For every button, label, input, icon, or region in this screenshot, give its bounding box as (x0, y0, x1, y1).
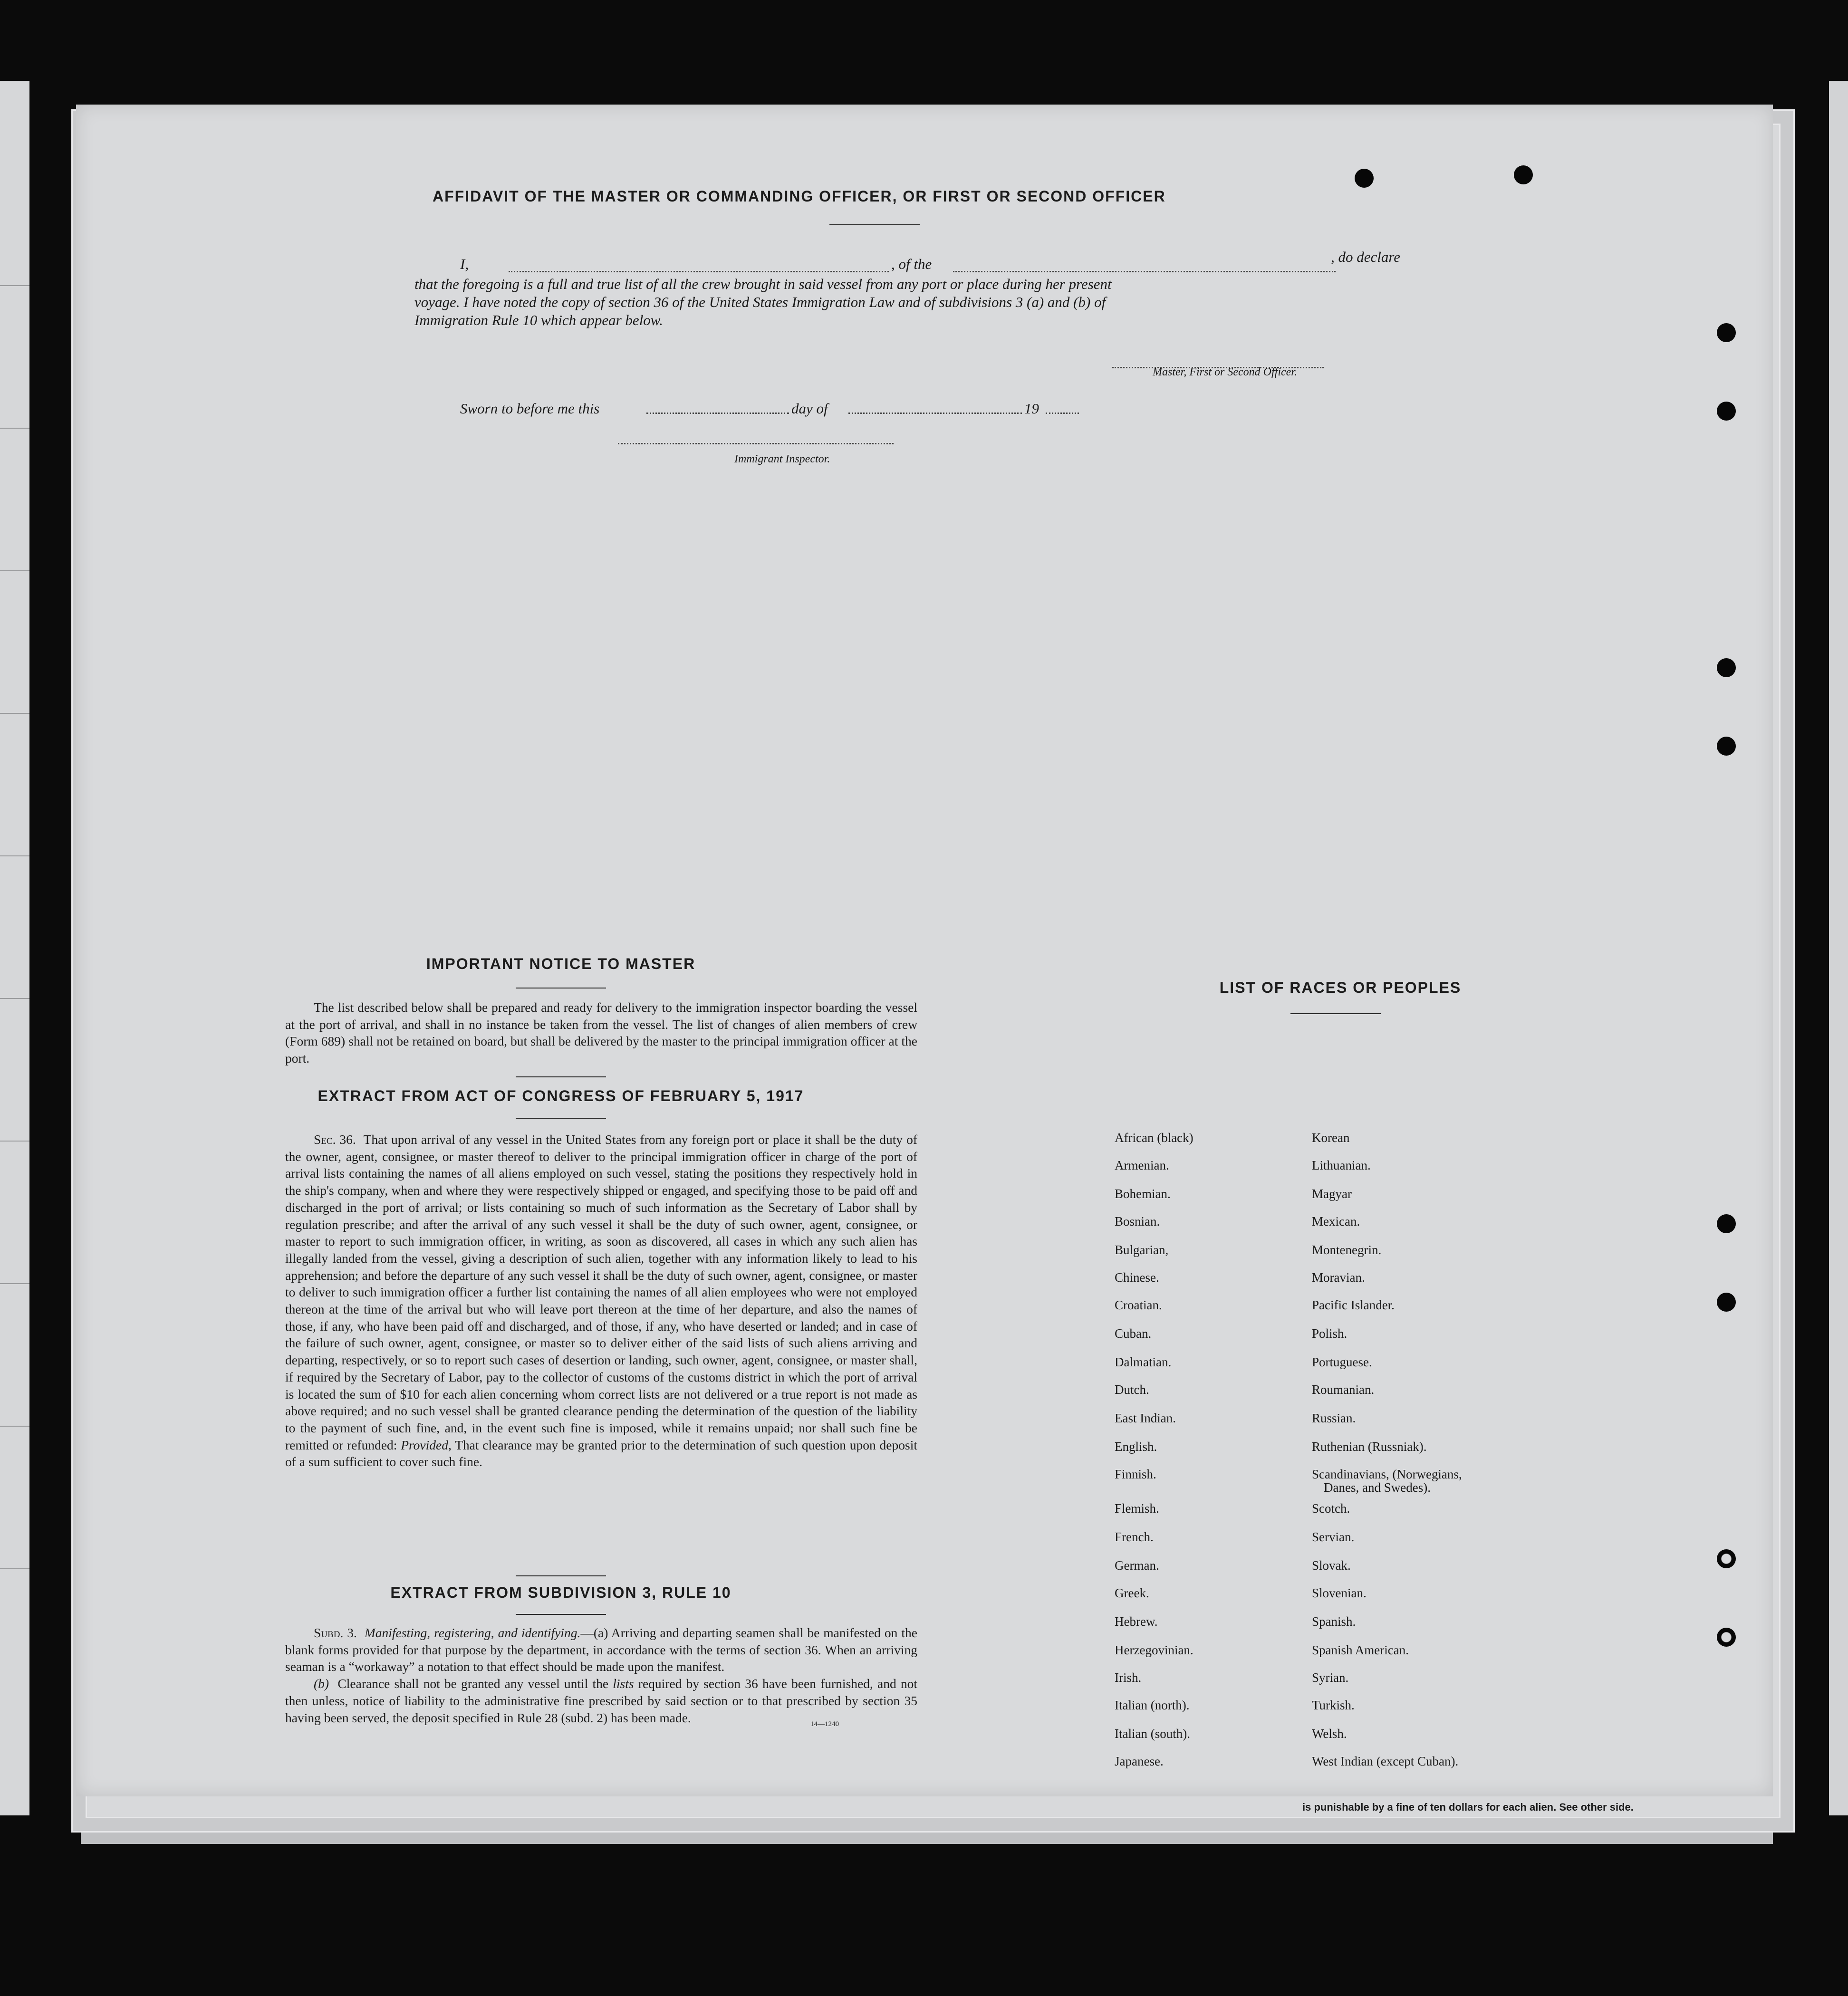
sec-text: That upon arrival of any vessel in the United States from any foreign port or place it shall be the duty of the owner, agent, consignee, or master thereof to deliver to the principal immigration officer in charge of the port of arrival lists containing the names of all aliens employed on such vessel, stating the positions they respectively hold in the ship's company, when and where they were respectively shipped or engaged, and specifying those to be paid off and discharged in the port of arrival; or lists containing so much of such information as the Secretary of Labor shall by regulation prescribe; and after the arrival of any such vessel it shall be the duty of such owner, agent, consignee, or master to report to such immigration officer, in writing, as soon as discovered, all cases in which any such alien has illegally landed from the vessel, giving a description of such alien, together with any information likely to lead to his apprehension; and before the departure of any such vessel it shall be the duty of such owner, agent, consignee, or master to deliver to such immigration officer a further list containing the names of all alien employees who were not employed thereon at the time of the arrival but who will leave port thereon at the time of her departure, and also the names of those, if any, who have been paid off and discharged, and of those, if any, who have deserted or landed; and in case of the failure of such owner, agent, consignee, or master so to deliver either of the said lists of such aliens arriving and departing, respectively, or so to report such cases of desertion or landing, such owner, agent, consignee, or master shall, if required by the Secretary of Labor, pay to the collector of customs of the customs district in which the port of arrival is located the sum of $10 for each alien concerning whom correct lists are not delivered or a true report is not made as above required; and no such vessel shall be granted clearance pending the determination of the question of the liability to the payment of such fine, and, in the event such fine is imposed, while it remains unpaid; nor shall such fine be remitted or refunded: (285, 1132, 917, 1452)
subd-b-text-2: required by section 36 have been furnished, and not then unless, notice of liability to the administrative fine prescribed by said section or to that prescribed by section 35 having been served, the deposit specified in Rule 28 (subd. 2) has been made. (285, 1676, 918, 1725)
subd-a-text: —(a) Arriving and departing seamen shall be manifested on the blank forms provided for that purpose by the department, in accordance with the terms of section 36. When an arriving seaman is a “workaway” a notation to that effect should be made upon the manifest. (285, 1625, 917, 1674)
race-item: Danes, and Swedes). (1324, 1480, 1431, 1495)
race-item: Korean (1312, 1131, 1350, 1145)
affidavit-of-the: , of the (891, 256, 932, 272)
subd-a-paragraph (285, 1624, 917, 1675)
race-item: Cuban. (1115, 1326, 1152, 1341)
sec-36-paragraph (285, 1131, 917, 1470)
race-item: Russian. (1312, 1411, 1356, 1425)
race-item: Bosnian. (1115, 1214, 1160, 1228)
affidavit-i: I, (460, 256, 469, 272)
month-blank (848, 413, 1022, 414)
race-item: East Indian. (1115, 1411, 1176, 1425)
ruled-line (0, 1141, 29, 1142)
race-item: Italian (north). (1115, 1698, 1190, 1712)
punch-hole (1717, 323, 1736, 342)
races-title: LIST OF RACES OR PEOPLES (1219, 979, 1462, 996)
ruled-line (0, 1568, 29, 1569)
provided-label: Provided, (401, 1437, 452, 1452)
divider (516, 1614, 606, 1615)
document-page (76, 105, 1773, 1796)
signature-label: Master, First or Second Officer. (1153, 366, 1297, 378)
affidavit-declare: , do declare (1331, 249, 1401, 265)
punch-hole (1355, 169, 1374, 188)
notice-title: IMPORTANT NOTICE TO MASTER (426, 955, 696, 972)
race-item: West Indian (except Cuban). (1312, 1754, 1459, 1768)
race-item: Bohemian. (1115, 1187, 1171, 1201)
right-page-edge (1829, 81, 1848, 1815)
subd-b-label: (b) (314, 1676, 329, 1691)
race-item: Hebrew. (1115, 1614, 1158, 1629)
race-item: Magyar (1312, 1187, 1352, 1201)
race-item: Turkish. (1312, 1698, 1355, 1712)
race-item: Flemish. (1115, 1501, 1159, 1516)
race-item: Lithuanian. (1312, 1158, 1371, 1172)
subd-label: Subd. 3. (314, 1625, 357, 1640)
rule-text (285, 1624, 917, 1726)
act-title: EXTRACT FROM ACT OF CONGRESS OF FEBRUARY 5, 1917 (318, 1087, 804, 1104)
year-prefix: 19 (1024, 400, 1039, 417)
ruled-line (0, 1426, 29, 1427)
punch-hole (1717, 1293, 1736, 1312)
race-item: Japanese. (1115, 1754, 1164, 1768)
divider (829, 224, 920, 225)
race-item: Dalmatian. (1115, 1355, 1172, 1369)
race-item: Polish. (1312, 1326, 1348, 1341)
subd-b-paragraph (285, 1675, 917, 1726)
race-item: Herzegovinian. (1115, 1643, 1194, 1657)
ruled-line (0, 285, 29, 286)
race-item: Montenegrin. (1312, 1243, 1382, 1257)
day-of-label: day of (791, 400, 828, 417)
ruled-line (0, 570, 29, 571)
race-item: Mexican. (1312, 1214, 1360, 1228)
sec-label: Sec. 36. (314, 1132, 356, 1147)
race-item: Slovenian. (1312, 1586, 1367, 1600)
punch-hole (1717, 658, 1736, 677)
race-item: Irish. (1115, 1670, 1142, 1685)
name-blank (509, 271, 889, 272)
divider (516, 1575, 606, 1576)
affidavit-title: AFFIDAVIT OF THE MASTER OR COMMANDING OFFICER, OR FIRST OR SECOND OFFICER (433, 188, 1166, 205)
race-item: French. (1115, 1530, 1154, 1544)
race-item: Spanish. (1312, 1614, 1356, 1629)
subd-heading: Manifesting, registering, and identifying. (364, 1625, 581, 1640)
race-item: Scotch. (1312, 1501, 1350, 1516)
divider (516, 1118, 606, 1119)
inspector-label: Immigrant Inspector. (734, 453, 830, 465)
race-item: Portuguese. (1312, 1355, 1372, 1369)
affidavit-line-4: Immigration Rule 10 which appear below. (414, 312, 663, 328)
race-item: German. (1115, 1558, 1159, 1573)
race-item: Welsh. (1312, 1727, 1347, 1741)
punch-hole (1514, 165, 1533, 184)
subd-b-text-1: Clearance shall not be granted any vessel until the (337, 1676, 609, 1691)
race-item: Scandinavians, (Norwegians, (1312, 1467, 1462, 1481)
provided-text: That clearance may be granted prior to the determination of such question upon deposit of a sum sufficient to cover such fine. (285, 1437, 917, 1469)
race-item: English. (1115, 1439, 1157, 1454)
punch-hole (1717, 402, 1736, 421)
underlying-page-note: is punishable by a fine of ten dollars for each alien. See other side. (1302, 1801, 1634, 1813)
punch-hole (1717, 737, 1736, 756)
rule-title: EXTRACT FROM SUBDIVISION 3, RULE 10 (390, 1584, 732, 1601)
race-item: Armenian. (1115, 1158, 1169, 1172)
race-item: Slovak. (1312, 1558, 1351, 1573)
ruled-line (0, 855, 29, 856)
affidavit-line-3: voyage. I have noted the copy of section 36 of the United States Immigration Law and of subdivisions 3 (a) and (b) of (414, 294, 1106, 310)
ruled-line (0, 998, 29, 999)
divider (1290, 1013, 1381, 1014)
punch-hole (1717, 1549, 1736, 1568)
notice-paragraph: The list described below shall be prepared and ready for delivery to the immigration inspector boarding the vessel at the port of arrival, and shall in no instance be taken from the vessel. The list of changes of alien members of crew (Form 689) shall not be retained on board, but shall be delivered by the master to the principal immigration officer at the port. (285, 1000, 917, 1066)
race-item: Roumanian. (1312, 1382, 1375, 1397)
subd-b-lists: lists (613, 1676, 634, 1691)
race-item: Dutch. (1115, 1382, 1149, 1397)
race-item: Italian (south). (1115, 1727, 1190, 1741)
notice-text (285, 999, 917, 1067)
punch-hole (1717, 1628, 1736, 1647)
punch-hole (1717, 1214, 1736, 1233)
race-item: Bulgarian, (1115, 1243, 1169, 1257)
race-item: Syrian. (1312, 1670, 1349, 1685)
race-item: African (black) (1115, 1131, 1194, 1145)
form-number: 14—1240 (810, 1720, 839, 1728)
race-item: Finnish. (1115, 1467, 1156, 1481)
ruled-line (0, 713, 29, 714)
affidavit-line-2: that the foregoing is a full and true list of all the crew brought in said vessel from any port or place during her present (414, 276, 1112, 292)
left-page-edge (0, 81, 29, 1815)
race-item: Spanish American. (1312, 1643, 1409, 1657)
race-item: Greek. (1115, 1586, 1149, 1600)
race-item: Chinese. (1115, 1270, 1159, 1285)
race-item: Pacific Islander. (1312, 1298, 1395, 1312)
race-item: Croatian. (1115, 1298, 1162, 1312)
divider (516, 1076, 606, 1077)
vessel-blank (953, 271, 1336, 272)
race-item: Moravian. (1312, 1270, 1365, 1285)
year-blank (1046, 413, 1079, 414)
ruled-line (0, 428, 29, 429)
race-item: Servian. (1312, 1530, 1355, 1544)
inspector-signature-line (618, 443, 894, 444)
ruled-line (0, 1283, 29, 1284)
sworn-label: Sworn to before me this (460, 400, 600, 417)
race-item: Ruthenian (Russniak). (1312, 1439, 1427, 1454)
day-blank (646, 413, 789, 414)
act-text (285, 1131, 917, 1470)
